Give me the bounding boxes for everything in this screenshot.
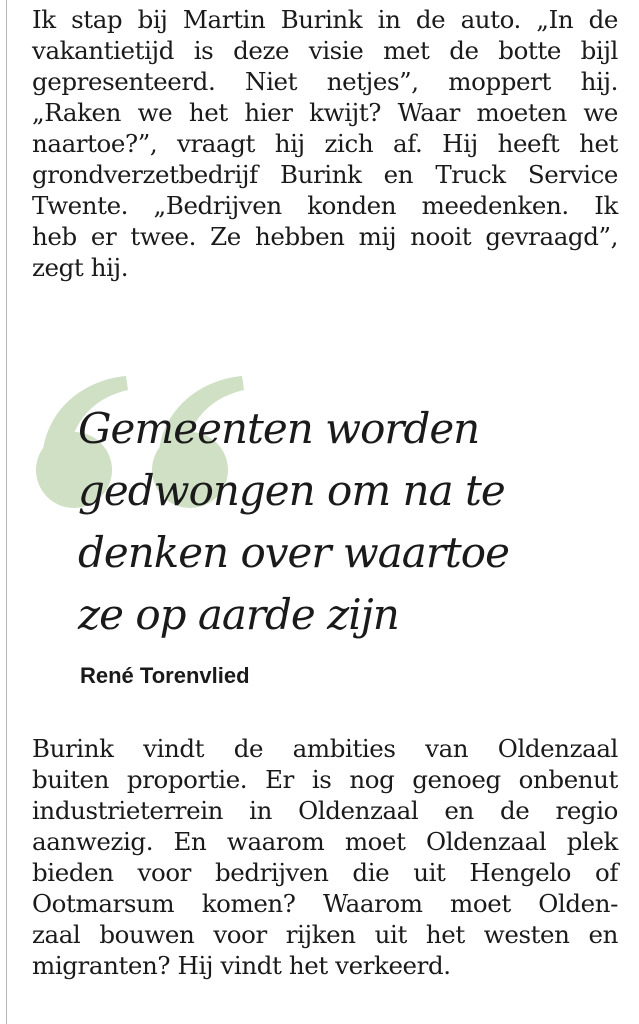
paragraph-line: grondverzetbedrijf Burink en Truck Service [32,160,618,189]
pull-quote-line: Gemeenten worden [78,404,480,453]
pull-quote-line: denken over waartoe [78,528,509,577]
paragraph-line: heb er twee. Ze hebben mij nooit gevraagd”, [32,222,618,251]
paragraph-line: buiten proportie. Er is nog genoeg onbenut [32,765,618,794]
paragraph-line: Twente. „Bedrijven konden meedenken. Ik [32,191,618,220]
paragraph-line: Ik stap bij Martin Burink in de auto. „In de [32,5,618,34]
paragraph-line: industrieterrein in Oldenzaal en de regio [32,796,618,825]
paragraph-line: bieden voor bedrijven die uit Hengelo of [32,858,618,887]
pull-quote-line: ze op aarde zijn [78,590,399,639]
pull-quote-author: René Torenvlied [80,663,250,688]
paragraph-line: gepresenteerd. Niet netjes”, moppert hij. [32,67,618,96]
paragraph-line: „Raken we het hier kwijt? Waar moeten we [32,98,618,127]
paragraph-line: Ootmarsum komen? Waarom moet Olden- [32,889,618,918]
pull-quote-line: gedwongen om na te [78,466,505,515]
paragraph-line: vakantietijd is deze visie met de botte bijl [32,36,618,65]
body-paragraph-1 [32,4,618,283]
body-paragraph-2 [32,733,618,981]
paragraph-line: naartoe?”, vraagt hij zich af. Hij heeft het [32,129,618,158]
paragraph-line: aanwezig. En waarom moet Oldenzaal plek [32,827,618,856]
paragraph-line: migranten? Hij vindt het verkeerd. [32,951,451,980]
paragraph-line: zaal bouwen voor rijken uit het westen en [32,920,618,949]
paragraph-line: Burink vindt de ambities van Oldenzaal [32,734,618,763]
paragraph-line: zegt hij. [32,253,129,282]
column-rule [6,0,7,1024]
pull-quote [78,398,598,646]
